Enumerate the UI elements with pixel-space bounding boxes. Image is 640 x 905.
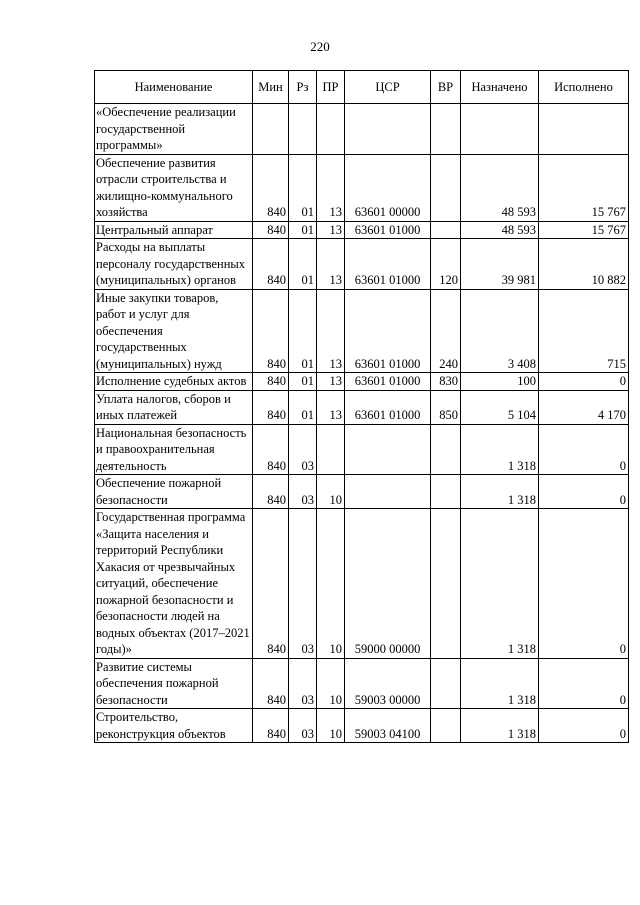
cell-executed: 0 [539, 373, 629, 391]
cell-rz: 01 [289, 390, 317, 424]
cell-csr: 63601 01000 [345, 221, 431, 239]
cell-assigned: 1 318 [461, 475, 539, 509]
table-row [95, 709, 629, 743]
table-row [95, 104, 629, 155]
cell-vr [431, 221, 461, 239]
col-header-pr: ПР [317, 71, 345, 104]
table-row [95, 289, 629, 373]
cell-pr: 10 [317, 475, 345, 509]
cell-executed: 15 767 [539, 221, 629, 239]
cell-name: Обеспечение пожарной безопасности [95, 475, 253, 509]
cell-assigned: 48 593 [461, 221, 539, 239]
cell-csr: 63601 01000 [345, 390, 431, 424]
cell-vr: 850 [431, 390, 461, 424]
budget-table [94, 70, 629, 743]
cell-csr: 63601 01000 [345, 239, 431, 290]
cell-min: 840 [253, 709, 289, 743]
cell-name: Национальная безопасность и правоохранительная деятельность [95, 424, 253, 475]
table-row [95, 221, 629, 239]
header-row [95, 71, 629, 104]
col-header-assigned: Назначено [461, 71, 539, 104]
cell-pr: 10 [317, 509, 345, 659]
col-header-vr: ВР [431, 71, 461, 104]
cell-assigned [461, 104, 539, 155]
col-header-name: Наименование [95, 71, 253, 104]
cell-vr [431, 475, 461, 509]
cell-vr [431, 709, 461, 743]
cell-pr: 10 [317, 709, 345, 743]
cell-vr [431, 509, 461, 659]
cell-csr: 63601 00000 [345, 154, 431, 221]
cell-min: 840 [253, 390, 289, 424]
table-row [95, 239, 629, 290]
cell-min: 840 [253, 509, 289, 659]
cell-executed: 0 [539, 509, 629, 659]
cell-name: Обеспечение развития отрасли строительства и жилищно-коммунального хозяйства [95, 154, 253, 221]
cell-vr [431, 658, 461, 709]
cell-rz: 03 [289, 424, 317, 475]
cell-assigned: 48 593 [461, 154, 539, 221]
cell-min: 840 [253, 658, 289, 709]
cell-min: 840 [253, 239, 289, 290]
cell-rz: 03 [289, 709, 317, 743]
cell-csr [345, 424, 431, 475]
cell-assigned: 1 318 [461, 709, 539, 743]
cell-assigned: 1 318 [461, 658, 539, 709]
cell-pr [317, 104, 345, 155]
cell-csr: 59003 00000 [345, 658, 431, 709]
cell-csr [345, 475, 431, 509]
cell-name: Уплата налогов, сборов и иных платежей [95, 390, 253, 424]
cell-rz: 03 [289, 475, 317, 509]
col-header-min: Мин [253, 71, 289, 104]
cell-assigned: 1 318 [461, 424, 539, 475]
cell-min [253, 104, 289, 155]
cell-assigned: 100 [461, 373, 539, 391]
cell-assigned: 5 104 [461, 390, 539, 424]
cell-rz: 01 [289, 221, 317, 239]
cell-name: Строительство, реконструкция объектов [95, 709, 253, 743]
cell-executed: 0 [539, 658, 629, 709]
cell-pr: 13 [317, 373, 345, 391]
cell-pr: 13 [317, 289, 345, 373]
cell-rz: 03 [289, 658, 317, 709]
cell-assigned: 1 318 [461, 509, 539, 659]
table-row [95, 373, 629, 391]
cell-executed: 0 [539, 709, 629, 743]
cell-assigned: 3 408 [461, 289, 539, 373]
cell-pr [317, 424, 345, 475]
cell-min: 840 [253, 221, 289, 239]
cell-vr [431, 104, 461, 155]
table-row [95, 154, 629, 221]
cell-vr [431, 424, 461, 475]
cell-name: Иные закупки товаров, работ и услуг для обеспечения государственных (муниципальных) нужд [95, 289, 253, 373]
cell-rz: 01 [289, 239, 317, 290]
cell-pr: 13 [317, 239, 345, 290]
cell-rz [289, 104, 317, 155]
cell-min: 840 [253, 475, 289, 509]
cell-csr: 59000 00000 [345, 509, 431, 659]
table-row [95, 475, 629, 509]
cell-executed: 15 767 [539, 154, 629, 221]
cell-vr: 120 [431, 239, 461, 290]
cell-rz: 01 [289, 154, 317, 221]
cell-csr: 59003 04100 [345, 709, 431, 743]
cell-executed: 0 [539, 475, 629, 509]
table-row [95, 390, 629, 424]
cell-executed [539, 104, 629, 155]
cell-executed: 715 [539, 289, 629, 373]
cell-pr: 13 [317, 221, 345, 239]
table-row [95, 509, 629, 659]
cell-csr: 63601 01000 [345, 373, 431, 391]
cell-assigned: 39 981 [461, 239, 539, 290]
page-number: 220 [310, 39, 330, 54]
col-header-executed: Исполнено [539, 71, 629, 104]
cell-rz: 01 [289, 373, 317, 391]
cell-name: Центральный аппарат [95, 221, 253, 239]
cell-min: 840 [253, 289, 289, 373]
cell-pr: 10 [317, 658, 345, 709]
cell-name: Исполнение судебных актов [95, 373, 253, 391]
cell-vr [431, 154, 461, 221]
table-row [95, 658, 629, 709]
cell-name: Развитие системы обеспечения пожарной безопасности [95, 658, 253, 709]
cell-executed: 0 [539, 424, 629, 475]
cell-csr [345, 104, 431, 155]
cell-name: «Обеспечение реализации государственной программы» [95, 104, 253, 155]
cell-pr: 13 [317, 154, 345, 221]
cell-executed: 10 882 [539, 239, 629, 290]
cell-name: Государственная программа «Защита населения и территорий Республики Хакасия от чрезвычайных ситуаций, обеспечение пожарной безопасности и безопасности людей на водных объектах (2017–2021 годы)» [95, 509, 253, 659]
cell-pr: 13 [317, 390, 345, 424]
col-header-csr: ЦСР [345, 71, 431, 104]
cell-vr: 830 [431, 373, 461, 391]
table-row [95, 424, 629, 475]
cell-csr: 63601 01000 [345, 289, 431, 373]
cell-min: 840 [253, 373, 289, 391]
cell-name: Расходы на выплаты персоналу государственных (муниципальных) органов [95, 239, 253, 290]
cell-executed: 4 170 [539, 390, 629, 424]
cell-min: 840 [253, 154, 289, 221]
cell-vr: 240 [431, 289, 461, 373]
col-header-rz: Рз [289, 71, 317, 104]
cell-rz: 01 [289, 289, 317, 373]
cell-min: 840 [253, 424, 289, 475]
cell-rz: 03 [289, 509, 317, 659]
